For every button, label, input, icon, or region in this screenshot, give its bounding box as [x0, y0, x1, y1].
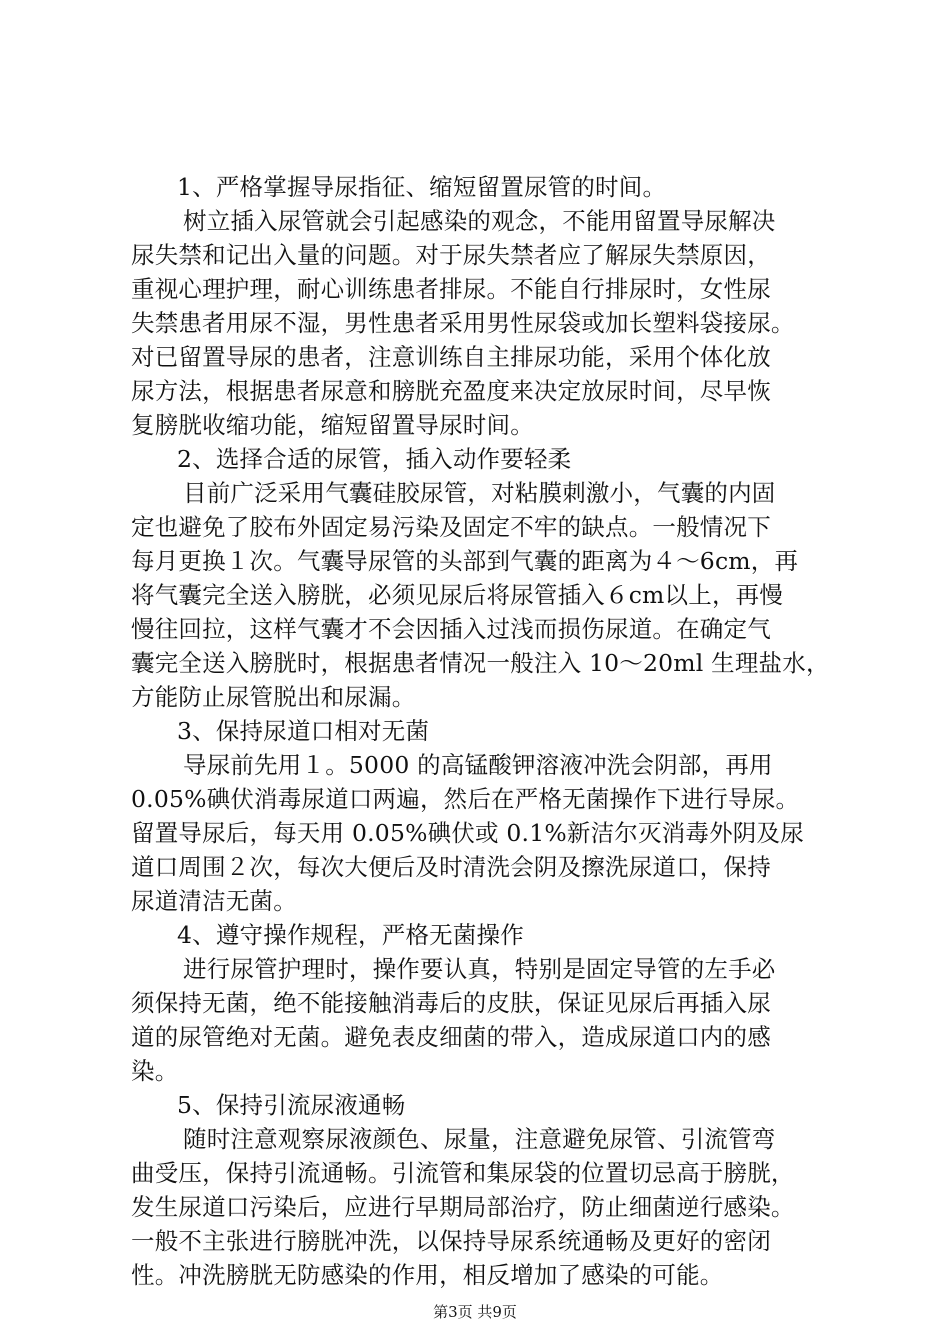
- paragraph-line: 0.05%碘伏消毒尿道口两遍，然后在严格无菌操作下进行导尿。: [131, 785, 800, 813]
- paragraph-line: 慢往回拉，这样气囊才不会因插入过浅而损伤尿道。在确定气: [131, 615, 771, 643]
- paragraph-line: 尿失禁和记出入量的问题。对于尿失禁者应了解尿失禁原因，: [131, 241, 771, 269]
- section-heading: 3、保持尿道口相对无菌: [177, 717, 430, 745]
- section-heading: 5、保持引流尿液通畅: [177, 1091, 406, 1119]
- paragraph-line: 随时注意观察尿液颜色、尿量，注意避免尿管、引流管弯: [183, 1125, 776, 1153]
- paragraph-line: 导尿前先用１。5000 的高锰酸钾溶液冲洗会阴部，再用: [183, 751, 773, 779]
- paragraph-line: 曲受压，保持引流通畅。引流管和集尿袋的位置切忌高于膀胱，: [131, 1159, 795, 1187]
- paragraph-line: 须保持无菌，绝不能接触消毒后的皮肤，保证见尿后再插入尿: [131, 989, 771, 1017]
- paragraph-line: 方能防止尿管脱出和尿漏。: [131, 683, 416, 711]
- paragraph-line: 目前广泛采用气囊硅胶尿管，对粘膜刺激小，气囊的内固: [183, 479, 776, 507]
- paragraph-line: 将气囊完全送入膀胱，必须见尿后将尿管插入６cm以上，再慢: [131, 581, 784, 609]
- paragraph-line: 发生尿道口污染后，应进行早期局部治疗，防止细菌逆行感染。: [131, 1193, 795, 1221]
- paragraph-line: 一般不主张进行膀胱冲洗，以保持导尿系统通畅及更好的密闭: [131, 1227, 771, 1255]
- paragraph-line: 性。冲洗膀胱无防感染的作用，相反增加了感染的可能。: [131, 1261, 724, 1289]
- section-heading: 2、选择合适的尿管，插入动作要轻柔: [177, 445, 572, 473]
- paragraph-line: 树立插入尿管就会引起感染的观念，不能用留置导尿解决: [183, 207, 776, 235]
- paragraph-line: 进行尿管护理时，操作要认真，特别是固定导管的左手必: [183, 955, 776, 983]
- paragraph-line: 尿道清洁无菌。: [131, 887, 297, 915]
- paragraph-line: 对已留置导尿的患者，注意训练自主排尿功能，采用个体化放: [131, 343, 771, 371]
- paragraph-line: 失禁患者用尿不湿，男性患者采用男性尿袋或加长塑料袋接尿。: [131, 309, 795, 337]
- paragraph-line: 尿方法，根据患者尿意和膀胱充盈度来决定放尿时间，尽早恢: [131, 377, 771, 405]
- page-footer: 第3页 共9页: [433, 1303, 517, 1321]
- section-heading: 1、严格掌握导尿指征、缩短留置尿管的时间。: [177, 173, 667, 201]
- paragraph-line: 道的尿管绝对无菌。避免表皮细菌的带入，造成尿道口内的感: [131, 1023, 771, 1051]
- paragraph-line: 每月更换１次。气囊导尿管的头部到气囊的距离为４～6cm，再: [131, 547, 799, 575]
- paragraph-line: 染。: [131, 1057, 179, 1085]
- paragraph-line: 复膀胱收缩功能，缩短留置导尿时间。: [131, 411, 534, 439]
- paragraph-line: 道口周围２次，每次大便后及时清洗会阴及擦洗尿道口，保持: [131, 853, 771, 881]
- paragraph-line: 重视心理护理，耐心训练患者排尿。不能自行排尿时，女性尿: [131, 275, 771, 303]
- paragraph-line: 定也避免了胶布外固定易污染及固定不牢的缺点。一般情况下: [131, 513, 771, 541]
- document-body: [131, 170, 843, 1292]
- paragraph-line: 囊完全送入膀胱时，根据患者情况一般注入 10～20ml 生理盐水，: [131, 649, 830, 677]
- paragraph-line: 留置导尿后，每天用 0.05%碘伏或 0.1%新洁尔灭消毒外阴及尿: [131, 819, 804, 847]
- section-heading: 4、遵守操作规程，严格无菌操作: [177, 921, 524, 949]
